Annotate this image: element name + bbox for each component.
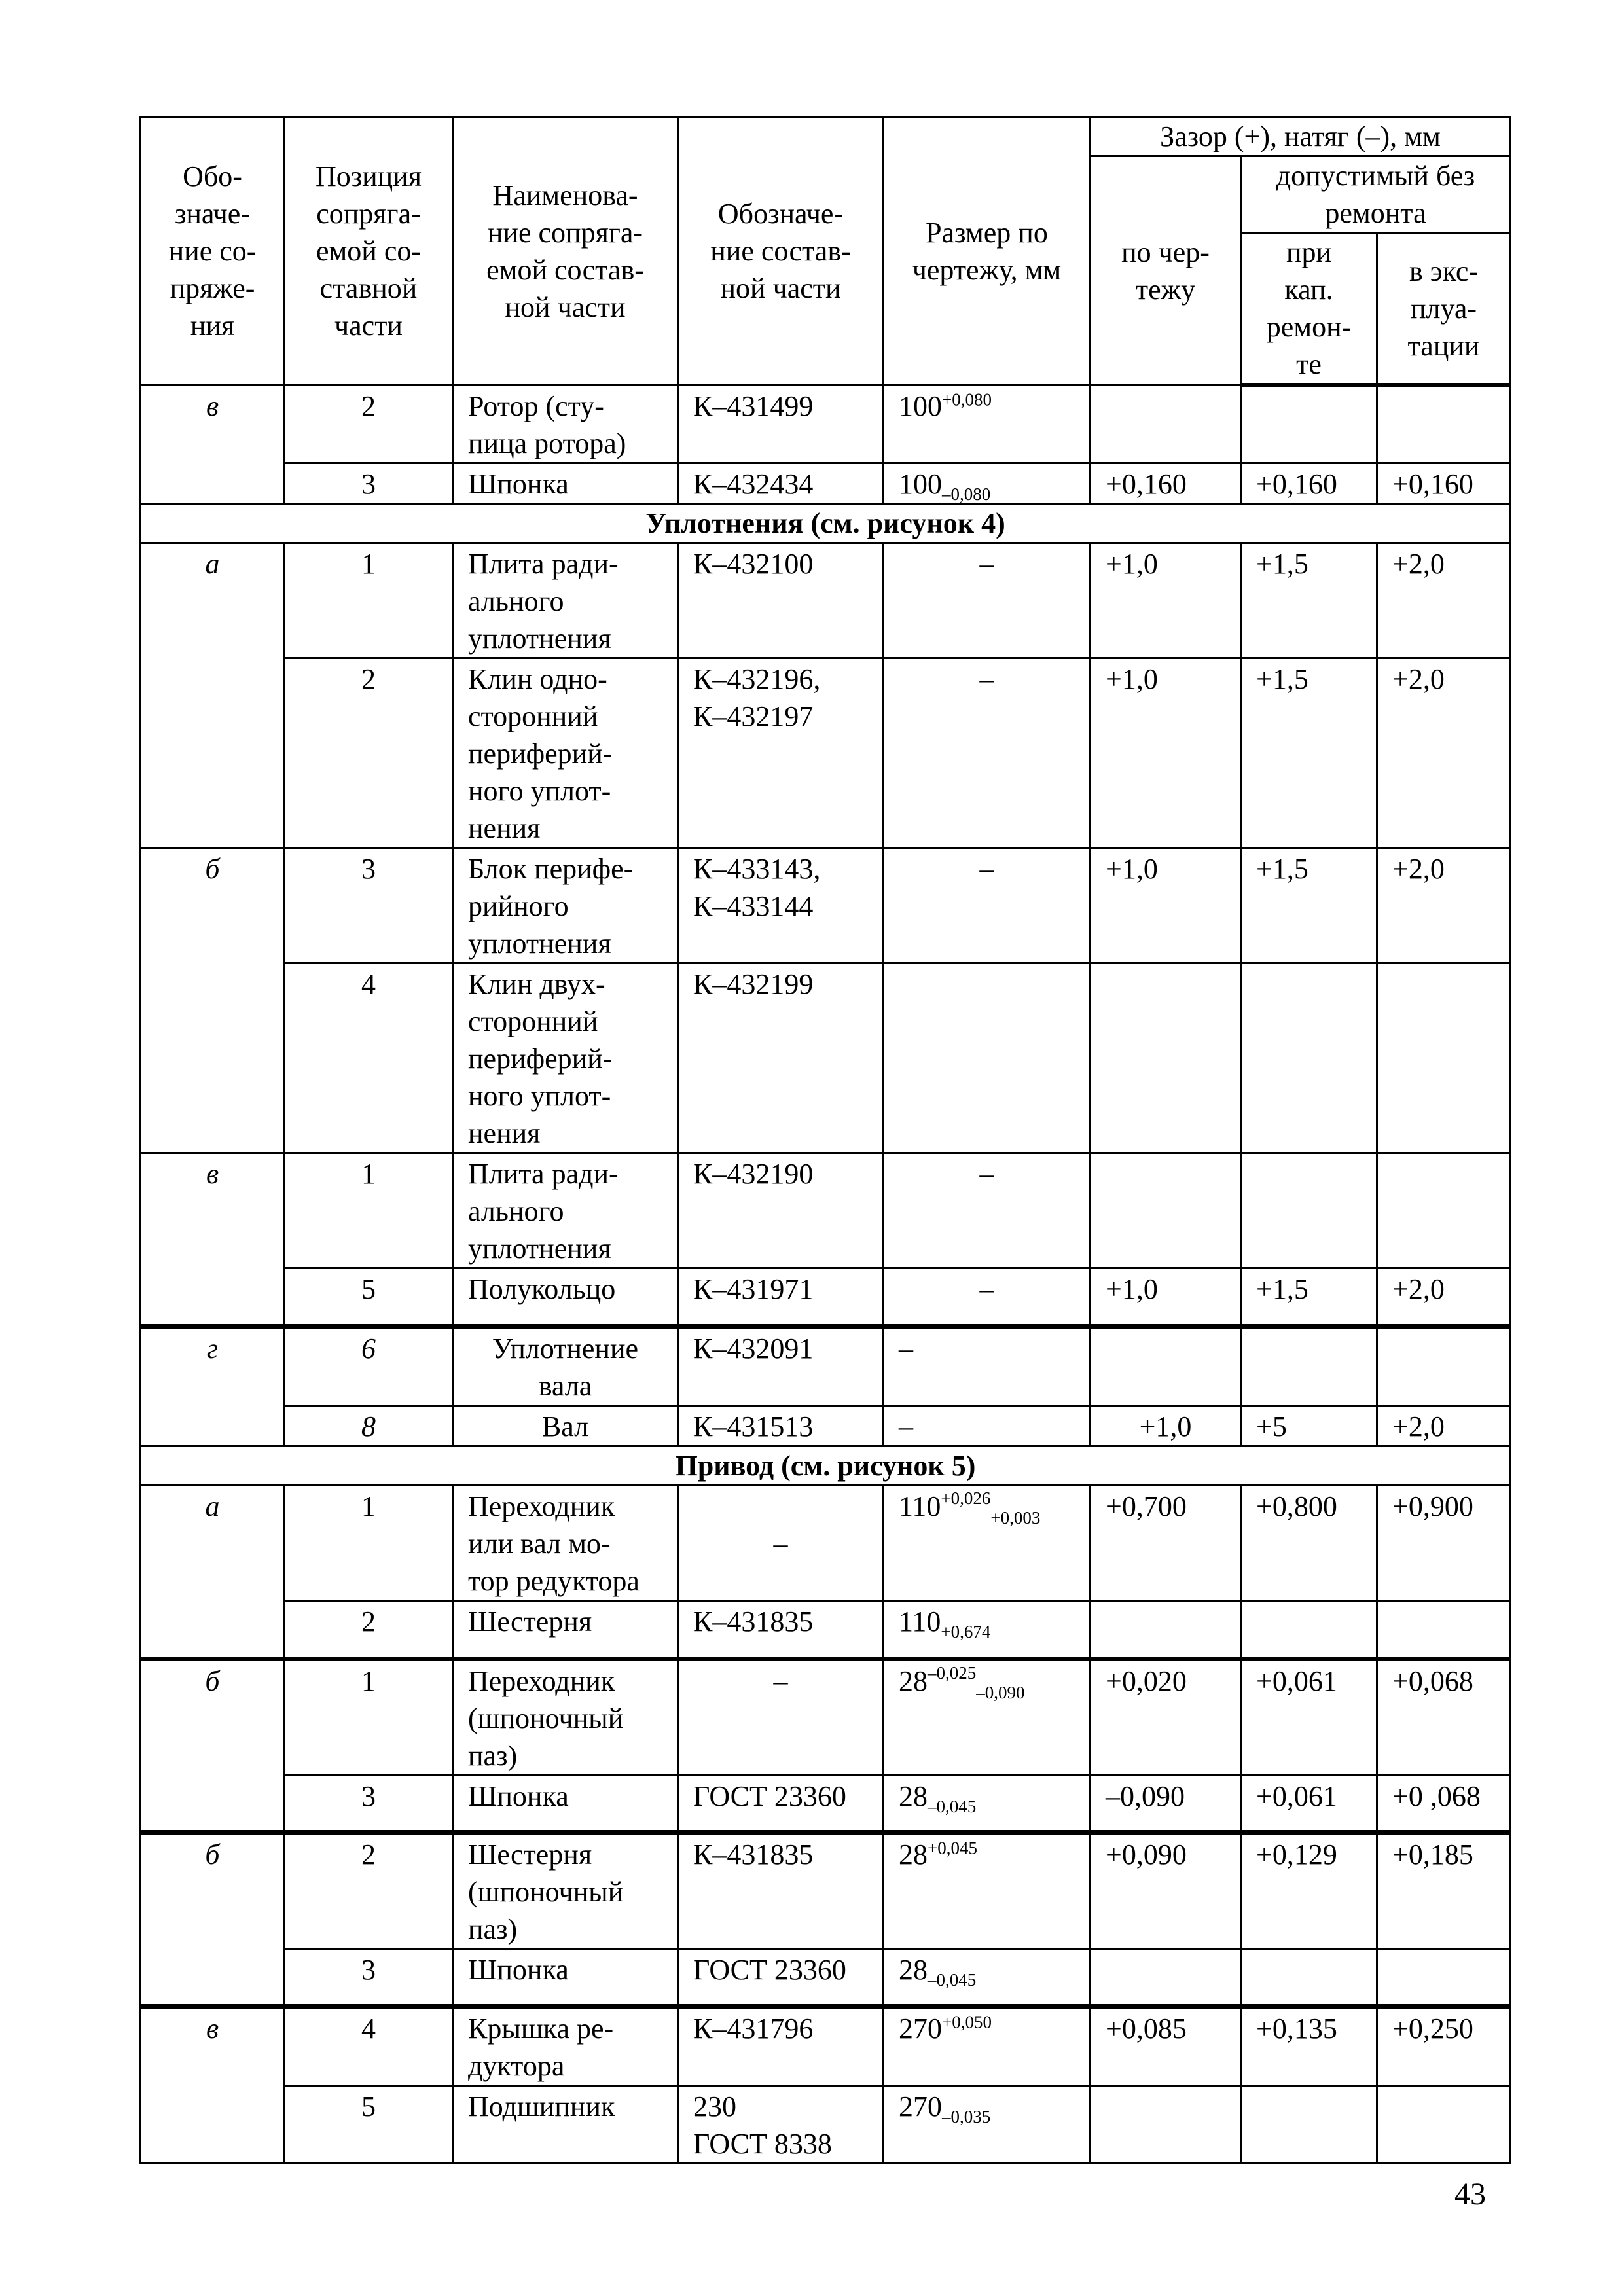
position-cell: 1: [285, 1153, 453, 1268]
operation-gap-cell: +0 ,068: [1377, 1776, 1511, 1833]
size-cell: –: [884, 543, 1091, 658]
page-number: 43: [1454, 2177, 1486, 2212]
size-cell: $270_{-0,035}$: [884, 2086, 1091, 2164]
capital-gap-cell: +5: [1241, 1406, 1377, 1446]
capital-gap-cell: [1241, 1601, 1377, 1659]
operation-gap-cell: [1377, 1153, 1511, 1268]
header-operation: в экс- плуа- тации: [1377, 233, 1511, 386]
designation-cell: в: [141, 2007, 285, 2164]
code-cell: К–431835: [678, 1601, 884, 1659]
name-cell: Крышка ре- дуктора: [453, 2007, 678, 2086]
capital-gap-cell: [1241, 1327, 1377, 1406]
operation-gap-cell: [1377, 963, 1511, 1153]
operation-gap-cell: +0,185: [1377, 1833, 1511, 1949]
size-cell: [884, 963, 1091, 1153]
capital-gap-cell: [1241, 963, 1377, 1153]
capital-gap-cell: +1,5: [1241, 658, 1377, 848]
designation-cell: б: [141, 1659, 285, 1833]
capital-gap-cell: +1,5: [1241, 1268, 1377, 1327]
operation-gap-cell: [1377, 2086, 1511, 2164]
position-cell: 8: [285, 1406, 453, 1446]
drawing-gap-cell: +1,0: [1091, 543, 1241, 658]
name-cell: Шестерня (шпоночный паз): [453, 1833, 678, 1949]
code-cell: К–432100: [678, 543, 884, 658]
capital-gap-cell: +1,5: [1241, 848, 1377, 963]
header-size: Размер по чертежу, мм: [884, 117, 1091, 386]
code-cell: 230 ГОСТ 8338: [678, 2086, 884, 2164]
capital-gap-cell: +0,129: [1241, 1833, 1377, 1949]
header-designation: Обо- значе- ние со- пряже- ния: [141, 117, 285, 386]
size-cell: $28_{-0,045}$: [884, 1776, 1091, 1833]
position-cell: 4: [285, 963, 453, 1153]
size-cell: $110_{+0,674}$: [884, 1601, 1091, 1659]
designation-cell: а: [141, 1486, 285, 1659]
drawing-gap-cell: +1,0: [1091, 1268, 1241, 1327]
position-cell: 5: [285, 1268, 453, 1327]
name-cell: Переходник (шпоночный паз): [453, 1659, 678, 1776]
designation-cell: а: [141, 543, 285, 848]
designation-cell: в: [141, 386, 285, 504]
position-cell: 2: [285, 1601, 453, 1659]
operation-gap-cell: +2,0: [1377, 543, 1511, 658]
code-cell: К–432091: [678, 1327, 884, 1406]
drawing-gap-cell: [1091, 1153, 1241, 1268]
designation-cell: б: [141, 848, 285, 1153]
operation-gap-cell: +0,160: [1377, 463, 1511, 504]
size-cell: $100^{+0,080}$: [884, 386, 1091, 463]
drawing-gap-cell: +1,0: [1091, 1406, 1241, 1446]
position-cell: 2: [285, 1833, 453, 1949]
size-cell: –: [884, 1406, 1091, 1446]
name-cell: Ротор (сту- пица ротора): [453, 386, 678, 463]
capital-gap-cell: +1,5: [1241, 543, 1377, 658]
size-cell: –: [884, 848, 1091, 963]
designation-cell: в: [141, 1153, 285, 1327]
name-cell: Вал: [453, 1406, 678, 1446]
name-cell: Плита ради- ального уплотнения: [453, 543, 678, 658]
capital-gap-cell: +0,061: [1241, 1776, 1377, 1833]
drawing-gap-cell: +1,0: [1091, 658, 1241, 848]
operation-gap-cell: [1377, 1949, 1511, 2007]
name-cell: Плита ради- ального уплотнения: [453, 1153, 678, 1268]
size-cell: $28^{+0,045}$: [884, 1833, 1091, 1949]
capital-gap-cell: +0,135: [1241, 2007, 1377, 2086]
operation-gap-cell: +2,0: [1377, 1268, 1511, 1327]
position-cell: 3: [285, 1776, 453, 1833]
code-cell: К–431971: [678, 1268, 884, 1327]
operation-gap-cell: +2,0: [1377, 848, 1511, 963]
operation-gap-cell: +0,250: [1377, 2007, 1511, 2086]
operation-gap-cell: +0,068: [1377, 1659, 1511, 1776]
operation-gap-cell: [1377, 386, 1511, 463]
size-cell: $100_{-0,080}$: [884, 463, 1091, 504]
name-cell: Шпонка: [453, 463, 678, 504]
header-gap-group: Зазор (+), натяг (–), мм: [1091, 117, 1511, 156]
capital-gap-cell: [1241, 1153, 1377, 1268]
size-cell: $270^{+0,050}$: [884, 2007, 1091, 2086]
drawing-gap-cell: +0,090: [1091, 1833, 1241, 1949]
drawing-gap-cell: [1091, 386, 1241, 463]
designation-cell: б: [141, 1833, 285, 2007]
code-cell: К–431513: [678, 1406, 884, 1446]
position-cell: 1: [285, 1486, 453, 1601]
position-cell: 2: [285, 386, 453, 463]
name-cell: Шестерня: [453, 1601, 678, 1659]
capital-gap-cell: +0,160: [1241, 463, 1377, 504]
size-cell: $110^{+0,026}_{+0,003}$: [884, 1486, 1091, 1601]
drawing-gap-cell: –0,090: [1091, 1776, 1241, 1833]
header-capital-repair: при кап. ремон- те: [1241, 233, 1377, 386]
section-seals-heading: Уплотнения (см. рисунок 4): [141, 504, 1511, 543]
drawing-gap-cell: +0,700: [1091, 1486, 1241, 1601]
position-cell: 3: [285, 1949, 453, 2007]
operation-gap-cell: [1377, 1601, 1511, 1659]
name-cell: Шпонка: [453, 1776, 678, 1833]
drawing-gap-cell: +0,020: [1091, 1659, 1241, 1776]
drawing-gap-cell: [1091, 1601, 1241, 1659]
drawing-gap-cell: [1091, 963, 1241, 1153]
header-by-drawing: по чер- тежу: [1091, 156, 1241, 386]
header-allowed-group: допустимый без ремонта: [1241, 156, 1511, 233]
code-cell: К–431499: [678, 386, 884, 463]
capital-gap-cell: +0,800: [1241, 1486, 1377, 1601]
name-cell: Шпонка: [453, 1949, 678, 2007]
position-cell: 5: [285, 2086, 453, 2164]
size-cell: $28_{-0,045}$: [884, 1949, 1091, 2007]
code-cell: К–431835: [678, 1833, 884, 1949]
drawing-gap-cell: +0,160: [1091, 463, 1241, 504]
code-cell: К–432190: [678, 1153, 884, 1268]
code-cell: –: [678, 1486, 884, 1601]
size-cell: –: [884, 1268, 1091, 1327]
drawing-gap-cell: +0,085: [1091, 2007, 1241, 2086]
name-cell: Клин одно- сторонний периферий- ного уплот- нения: [453, 658, 678, 848]
capital-gap-cell: [1241, 2086, 1377, 2164]
code-cell: К–432434: [678, 463, 884, 504]
code-cell: ГОСТ 23360: [678, 1776, 884, 1833]
operation-gap-cell: +2,0: [1377, 1406, 1511, 1446]
designation-cell: г: [141, 1327, 285, 1446]
header-code: Обозначе- ние состав- ной части: [678, 117, 884, 386]
size-cell: –: [884, 1327, 1091, 1406]
drawing-gap-cell: [1091, 1327, 1241, 1406]
size-cell: –: [884, 658, 1091, 848]
operation-gap-cell: +2,0: [1377, 658, 1511, 848]
operation-gap-cell: [1377, 1327, 1511, 1406]
code-cell: К–432199: [678, 963, 884, 1153]
size-cell: –: [884, 1153, 1091, 1268]
name-cell: Переходник или вал мо- тор редуктора: [453, 1486, 678, 1601]
header-position: Позиция сопряга- емой со- ставной части: [285, 117, 453, 386]
position-cell: 2: [285, 658, 453, 848]
code-cell: К–431796: [678, 2007, 884, 2086]
header-name: Наименова- ние сопряга- емой состав- ной части: [453, 117, 678, 386]
position-cell: 1: [285, 543, 453, 658]
position-cell: 3: [285, 463, 453, 504]
name-cell: Полукольцо: [453, 1268, 678, 1327]
capital-gap-cell: +0,061: [1241, 1659, 1377, 1776]
operation-gap-cell: +0,900: [1377, 1486, 1511, 1601]
drawing-gap-cell: +1,0: [1091, 848, 1241, 963]
drawing-gap-cell: [1091, 2086, 1241, 2164]
name-cell: Клин двух- сторонний периферий- ного уплот- нения: [453, 963, 678, 1153]
code-cell: К–433143, К–433144: [678, 848, 884, 963]
position-cell: 6: [285, 1327, 453, 1406]
capital-gap-cell: [1241, 1949, 1377, 2007]
specification-table: [139, 116, 1511, 2164]
size-cell: $28^{-0,025}_{-0,090}$: [884, 1659, 1091, 1776]
code-cell: К–432196, К–432197: [678, 658, 884, 848]
code-cell: –: [678, 1659, 884, 1776]
name-cell: Блок перифе- рийного уплотнения: [453, 848, 678, 963]
name-cell: Подшипник: [453, 2086, 678, 2164]
name-cell: Уплотнение вала: [453, 1327, 678, 1406]
drawing-gap-cell: [1091, 1949, 1241, 2007]
section-drive-heading: Привод (см. рисунок 5): [141, 1446, 1511, 1486]
capital-gap-cell: [1241, 386, 1377, 463]
position-cell: 4: [285, 2007, 453, 2086]
code-cell: ГОСТ 23360: [678, 1949, 884, 2007]
position-cell: 1: [285, 1659, 453, 1776]
position-cell: 3: [285, 848, 453, 963]
